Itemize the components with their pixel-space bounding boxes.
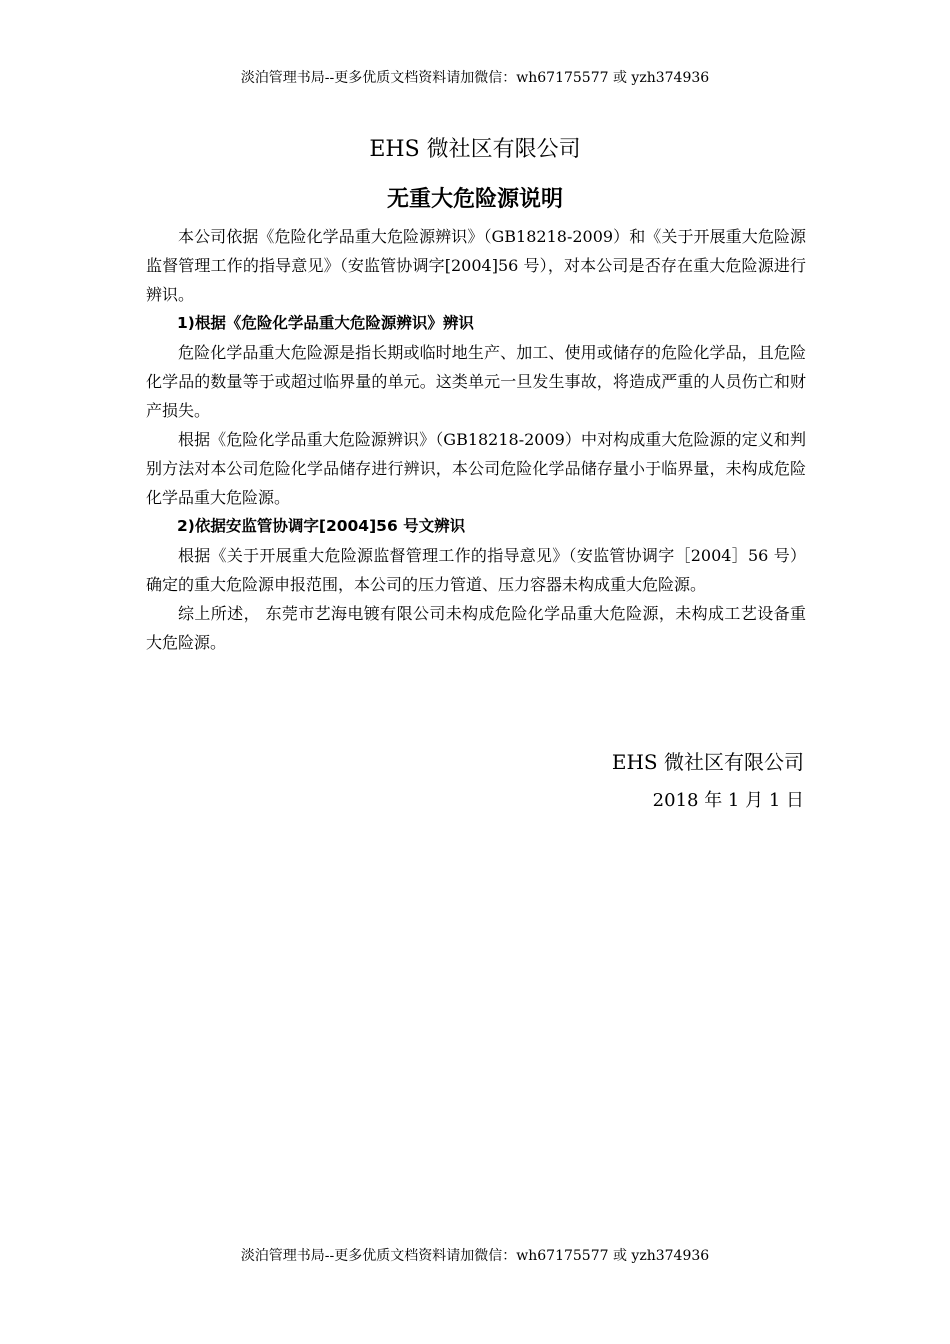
footer-note: 淡泊管理书局--更多优质文档资料请加微信：wh67175577 或 yzh374936 bbox=[240, 1248, 710, 1264]
signature-company: EHS 微社区有限公司 bbox=[611, 750, 804, 774]
body-paragraph: 根据《危险化学品重大危险源辨识》（GB18218-2009）中对构成重大危险源的定义和判别方法对本公司危险化学品储存进行辨识，本公司危险化学品储存量小于临界量，未构成危险化学品重大危险源。 bbox=[146, 430, 806, 507]
body-paragraph: 根据《关于开展重大危险源监督管理工作的指导意见》（安监管协调字［2004］56 号）确定的重大危险源申报范围，本公司的压力管道、压力容器未构成重大危险源。 bbox=[146, 546, 806, 594]
document-body bbox=[146, 222, 806, 657]
section-heading-1: 1)根据《危险化学品重大危险源辨识》辨识 bbox=[177, 314, 474, 332]
header-note: 淡泊管理书局--更多优质文档资料请加微信：wh67175577 或 yzh374936 bbox=[240, 70, 710, 86]
signature-date: 2018 年 1 月 1 日 bbox=[652, 790, 804, 811]
intro-paragraph: 本公司依据《危险化学品重大危险源辨识》（GB18218-2009）和《关于开展重大危险源监督管理工作的指导意见》（安监管协调字[2004]56 号），对本公司是否存在重大危险源进行辨识。 bbox=[146, 227, 806, 304]
section-heading-2: 2)依据安监管协调字[2004]56 号文辨识 bbox=[177, 517, 466, 535]
conclusion-paragraph: 综上所述， 东莞市艺海电镀有限公司未构成危险化学品重大危险源，未构成工艺设备重大危险源。 bbox=[146, 604, 806, 652]
company-title: EHS 微社区有限公司 bbox=[369, 137, 581, 162]
document-title: 无重大危险源说明 bbox=[386, 187, 563, 212]
body-paragraph: 危险化学品重大危险源是指长期或临时地生产、加工、使用或储存的危险化学品，且危险化学品的数量等于或超过临界量的单元。这类单元一旦发生事故，将造成严重的人员伤亡和财产损失。 bbox=[146, 343, 806, 420]
